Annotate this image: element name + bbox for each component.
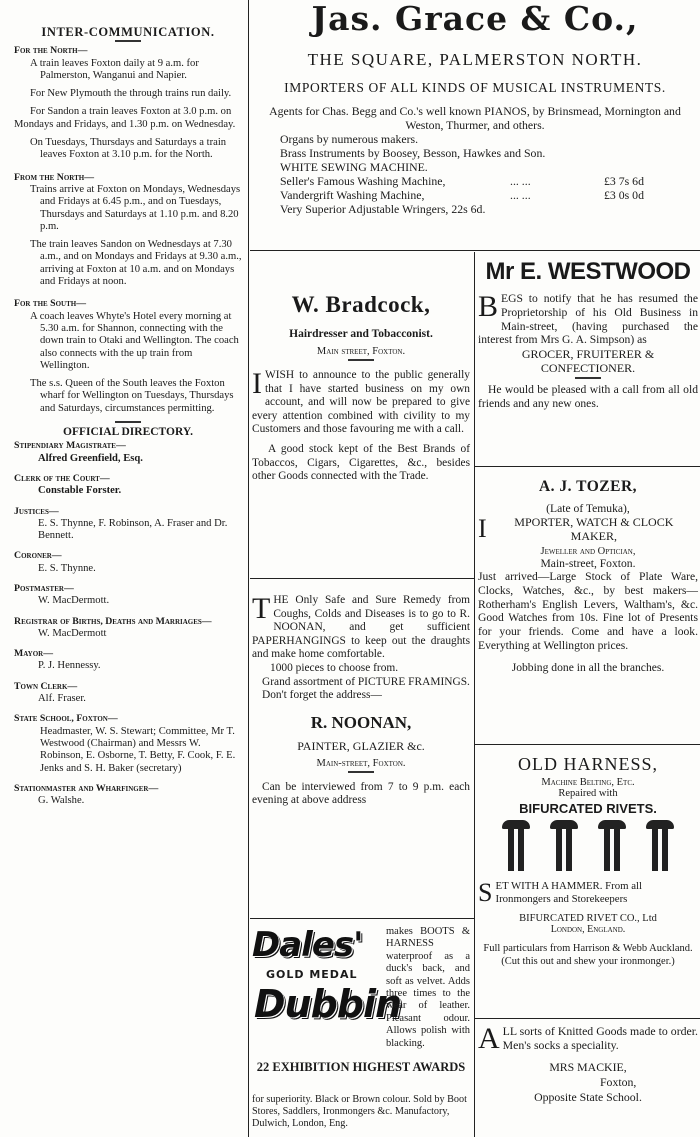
grace-item1: Seller's Famous Washing Machine, ... ... £3 7s 6d	[280, 174, 644, 188]
inter-communication-title: INTER-COMMUNICATION.	[41, 25, 215, 39]
grace-item3: Very Superior Adjustable Wringers, 22s 6d.	[280, 202, 486, 216]
westwood-p1: BEGS to notify that he has resumed the Proprietorship of his Old Business in Main-street, (having purchased the interest from Mrs G. A. Simpson) as	[478, 290, 698, 347]
mackie-address: Opposite State School.	[534, 1090, 642, 1104]
grace-name: Jas. Grace & Co.,	[311, 0, 639, 38]
harness-title: OLD HARNESS,	[517, 754, 658, 774]
tozer-name: A. J. TOZER,	[538, 478, 638, 495]
grace-item2: Vandergrift Washing Machine, ... ... £3 0s 0d	[280, 188, 644, 202]
dales-exhibition: 22 EXHIBITION HIGHEST AWARDS	[256, 1060, 466, 1074]
grace-address: THE SQUARE, PALMERSTON NORTH.	[307, 50, 643, 69]
grace-agents: Agents for Chas. Begg and Co.'s well known PIANOS, by Brinsmead, Mornington and Weston, Thurmer, and others.	[269, 104, 681, 132]
noonan-p2: 1000 pieces to choose from.	[270, 661, 399, 674]
dales-logo	[252, 925, 402, 1054]
column-rule	[248, 0, 249, 1137]
noonan-street: Main-street, Foxton.	[316, 757, 406, 769]
harness-ad	[478, 754, 698, 968]
divider	[115, 421, 141, 423]
for-north-p2: For New Plymouth the through trains run daily.	[30, 88, 232, 100]
bradcock-name: W. Bradcock,	[291, 292, 431, 317]
rivet-icon	[598, 820, 626, 872]
grace-importers: IMPORTERS OF ALL KINDS OF MUSICAL INSTRUMENTS.	[284, 80, 666, 95]
bradcock-p1: IWISH to announce to the public generally that I have started business on my own account, and will now be prepared to give every attention combined with civility to my Customers and those favouring me with a call.	[252, 367, 470, 436]
directory-list	[14, 440, 242, 807]
mackie-name: MRS MACKIE,	[549, 1060, 627, 1074]
for-north-p4: On Tuesdays, Thursdays and Saturdays a train leaves Foxton at 3.10 p.m. for the North.	[30, 137, 227, 161]
noonan-p3: Grand assortment of PICTURE FRAMINGS.	[262, 675, 470, 688]
noonan-p5: Can be interviewed from 7 to 9 p.m. each evening at above address	[252, 780, 470, 807]
grace-brass: Brass Instruments by Boosey, Besson, Hawkes and Son.	[280, 146, 546, 160]
noonan-ad	[252, 594, 470, 808]
directory-entry: Stipendiary Magistrate— Alfred Greenfield, Esq.	[14, 440, 143, 464]
tozer-late: (Late of Temuka),	[546, 502, 630, 515]
grace-organs: Organs by numerous makers.	[280, 132, 419, 146]
noonan-trade: PAINTER, GLAZIER &c.	[297, 738, 425, 753]
harness-repaired: Repaired with	[558, 788, 618, 799]
section-rule	[250, 918, 474, 919]
divider	[115, 40, 141, 42]
directory-entry: State School, Foxton— Headmaster, W. S. Stewart; Committee, Mr T. Westwood (Chairman) and Messrs W. Robinson, E. Osborne, T. Betty, F. Cook, F. E. Jenks and S. H. Baker (secretary)	[14, 713, 236, 774]
tozer-p1: Just arrived—Large Stock of Plate Ware, Clocks, Watches, &c., by best makers—Rotherham's English Levers, Waltham's, &c. Good Watches from 10s. Fine lot of Presents for your friends. Come and have a look. Everything at Wellington prices.	[478, 570, 698, 652]
left-column	[0, 0, 250, 807]
dales-ad	[252, 924, 470, 1137]
grace-ad	[252, 0, 698, 246]
noonan-p4: Don't forget the address—	[262, 689, 382, 702]
divider	[348, 359, 374, 361]
tozer-jeweller: Jeweller and Optician,	[540, 546, 636, 557]
bradcock-ad	[252, 256, 470, 484]
directory-entry: Postmaster— W. MacDermott.	[14, 582, 110, 607]
tozer-ad	[478, 478, 698, 675]
directory-entry: Town Clerk— Alf. Fraser.	[14, 680, 86, 705]
tozer-p2: Jobbing done in all the branches.	[511, 660, 665, 674]
section-rule	[474, 466, 700, 467]
rivet-icon	[550, 820, 578, 872]
rivet-icon	[646, 820, 674, 872]
grace-sewing: WHITE SEWING MACHINE.	[280, 160, 428, 174]
westwood-name: Mr E. WESTWOOD	[485, 258, 691, 285]
harness-cut: (Cut this out and shew your ironmonger.)	[501, 955, 675, 967]
westwood-ad	[478, 256, 698, 411]
mackie-place: Foxton,	[600, 1075, 637, 1089]
westwood-trade: GROCER, FRUITERER & CONFECTIONER.	[521, 347, 655, 376]
for-south-p1: A coach leaves Whyte's Hotel every morning at 5.30 a.m. for Shannon, connecting with the down train to Otaki and Wellington. The coach also connects with the up train from Wellington.	[30, 310, 239, 371]
section-rule	[474, 744, 700, 745]
directory-entry: Registrar of Births, Deaths and Marriages— W. MacDermott	[14, 615, 212, 639]
harness-rivets: BIFURCATED RIVETS.	[519, 801, 657, 816]
section-rule	[474, 1018, 700, 1019]
directory-entry: Clerk of the Court— Constable Forster.	[14, 472, 122, 497]
dales-word: Dales'	[252, 925, 363, 965]
from-north-p2: The train leaves Sandon on Wednesdays at 7.30 a.m., and on Mondays and Fridays at 9.30 a.m., arriving at Foxton at 10 a.m. and on Mondays and Fridays at noon.	[30, 239, 242, 288]
bradcock-p2: A good stock kept of the Best Brands of Tobaccos, Cigars, Cigarettes, &c., besides other Goods connected with the Trade.	[252, 442, 470, 483]
harness-full: Full particulars from Harrison & Webb Auckland.	[483, 943, 693, 955]
mackie-ad	[478, 1024, 698, 1105]
from-north-heading: From the North—	[14, 171, 95, 183]
directory-entry: Justices— E. S. Thynne, F. Robinson, A. Fraser and Dr. Bennett.	[14, 505, 228, 542]
tozer-trade: I MPORTER, WATCH & CLOCK MAKER,	[478, 514, 674, 543]
mackie-p1: ALL sorts of Knitted Goods made to order. Men's socks a speciality.	[478, 1022, 698, 1055]
noonan-name: R. NOONAN,	[310, 712, 412, 732]
harness-company: BIFURCATED RIVET CO., Ltd	[519, 913, 657, 925]
directory-entry: Coroner— E. S. Thynne.	[14, 550, 96, 574]
rivet-icon	[502, 820, 530, 872]
harness-london: London, England.	[550, 924, 626, 936]
divider	[575, 377, 601, 379]
rivets-illustration	[478, 820, 698, 874]
for-south-p2: The s.s. Queen of the South leaves the Foxton wharf for Wellington on Tuesdays, Thursdays and Saturdays, circumstances permitting.	[30, 378, 234, 414]
westwood-p2: He would be pleased with a call from all old friends and any new ones.	[478, 383, 698, 410]
tozer-street: Main-street, Foxton.	[540, 557, 636, 570]
bradcock-trade: Hairdresser and Tobacconist.	[289, 328, 433, 340]
for-north-p1: A train leaves Foxton daily at 9 a.m. for Palmerston, Wanganui and Napier.	[30, 57, 199, 81]
gold-medal: GOLD MEDAL	[266, 968, 358, 981]
harness-p1: SET WITH A HAMMER. From all Ironmongers and Storekeepers	[478, 878, 643, 907]
section-rule	[250, 578, 474, 579]
for-north-heading: For the North—	[14, 45, 88, 57]
for-south-heading: For the South—	[14, 298, 87, 310]
dubbin-word: Dubbin	[254, 982, 402, 1026]
section-rule	[250, 250, 700, 251]
column-rule	[474, 252, 475, 1137]
dales-right: makes BOOTS & HARNESS waterproof as a duck's back, and soft as velvet. Adds three times to the wear of leather. Pleasant odour. Allows polish with blacking.	[386, 926, 470, 1049]
dales-bottom: for superiority. Black or Brown colour. Sold by Boot Stores, Saddlers, Ironmongers &c. Manufactory, Dulwich, London, Eng.	[252, 1094, 467, 1129]
divider	[348, 771, 374, 773]
bradcock-street: Main street, Foxton.	[316, 346, 406, 357]
directory-entry: Stationmaster and Wharfinger— G. Walshe.	[14, 782, 159, 807]
official-directory-title: OFFICIAL DIRECTORY.	[63, 426, 193, 439]
from-north-p1: Trains arrive at Foxton on Mondays, Wednesdays and Fridays at 6.45 p.m., and on Tuesdays, Thursdays and Saturdays at 1.10 p.m. and 8.20 p.m.	[30, 183, 241, 232]
harness-sub: Machine Belting, Etc.	[541, 777, 635, 788]
directory-entry: Mayor— P. J. Hennessy.	[14, 648, 101, 672]
for-north-p3: For Sandon a train leaves Foxton at 3.0 p.m. on Mondays and Fridays, and 1.30 p.m. on Wednesday.	[14, 106, 236, 130]
noonan-p1: THE Only Safe and Sure Remedy from Coughs, Colds and Diseases is to go to R. NOONAN, and get sufficient PAPERHANGINGS to keep out the draughts and make home comfortable.	[252, 592, 470, 661]
